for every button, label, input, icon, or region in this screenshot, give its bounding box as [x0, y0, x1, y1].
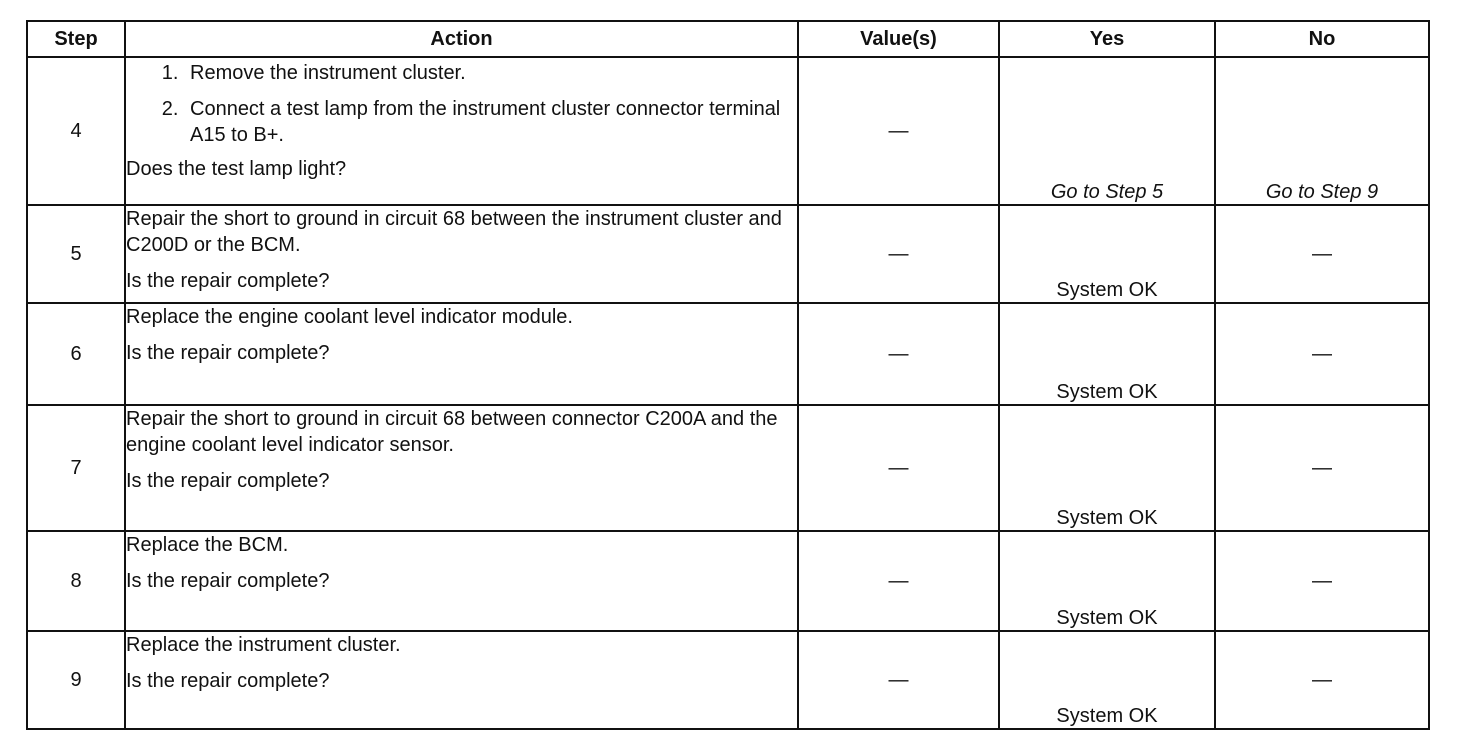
value-cell: —: [798, 303, 999, 405]
step-number: 4: [27, 57, 125, 205]
action-question: Is the repair complete?: [126, 570, 330, 592]
action-question: Is the repair complete?: [126, 470, 330, 492]
value-cell: —: [798, 631, 999, 729]
table-row: [27, 531, 1429, 631]
no-cell: —: [1215, 531, 1429, 631]
diagnostic-table: [26, 20, 1430, 730]
step-number: 8: [27, 531, 125, 631]
no-cell: Go to Step 9: [1215, 57, 1429, 205]
value-cell: —: [798, 205, 999, 303]
header-row: [27, 21, 1429, 57]
action-cell: [125, 531, 798, 631]
action-cell: [125, 303, 798, 405]
no-cell: —: [1215, 631, 1429, 729]
action-instruction: Replace the BCM.: [126, 534, 289, 556]
header-values: Value(s): [798, 21, 999, 57]
yes-cell: System OK: [999, 531, 1215, 631]
step-number: 5: [27, 205, 125, 303]
table-row: [27, 405, 1429, 531]
action-question: Is the repair complete?: [126, 270, 330, 292]
header-action: Action: [125, 21, 798, 57]
action-instruction: Replace the engine coolant level indicator module.: [126, 306, 573, 328]
action-steps-list: [126, 60, 797, 148]
action-step: 2. Connect a test lamp from the instrument cluster connector terminal A15 to B+.: [184, 96, 797, 148]
no-cell: —: [1215, 405, 1429, 531]
yes-cell: System OK: [999, 405, 1215, 531]
table-row: [27, 205, 1429, 303]
no-cell: —: [1215, 303, 1429, 405]
header-no: No: [1215, 21, 1429, 57]
action-instruction: Repair the short to ground in circuit 68 between the instrument cluster and C200D or the BCM.: [126, 208, 782, 256]
step-number: 9: [27, 631, 125, 729]
action-question: Does the test lamp light?: [126, 158, 347, 180]
yes-cell: System OK: [999, 631, 1215, 729]
table-row: [27, 631, 1429, 729]
yes-cell: System OK: [999, 205, 1215, 303]
action-question: Is the repair complete?: [126, 342, 330, 364]
step-number: 6: [27, 303, 125, 405]
action-cell: [125, 57, 798, 205]
header-step: Step: [27, 21, 125, 57]
action-cell: [125, 205, 798, 303]
yes-cell: Go to Step 5: [999, 57, 1215, 205]
action-question: Is the repair complete?: [126, 670, 330, 692]
action-instruction: Repair the short to ground in circuit 68 between connector C200A and the engine coolant level indicator sensor.: [126, 408, 778, 456]
action-step: 1. Remove the instrument cluster.: [184, 60, 797, 86]
yes-cell: System OK: [999, 303, 1215, 405]
table-row: [27, 57, 1429, 205]
step-number: 7: [27, 405, 125, 531]
header-yes: Yes: [999, 21, 1215, 57]
table-row: [27, 303, 1429, 405]
no-cell: —: [1215, 205, 1429, 303]
value-cell: —: [798, 531, 999, 631]
value-cell: —: [798, 405, 999, 531]
value-cell: —: [798, 57, 999, 205]
action-cell: [125, 405, 798, 531]
action-cell: [125, 631, 798, 729]
action-instruction: Replace the instrument cluster.: [126, 634, 401, 656]
